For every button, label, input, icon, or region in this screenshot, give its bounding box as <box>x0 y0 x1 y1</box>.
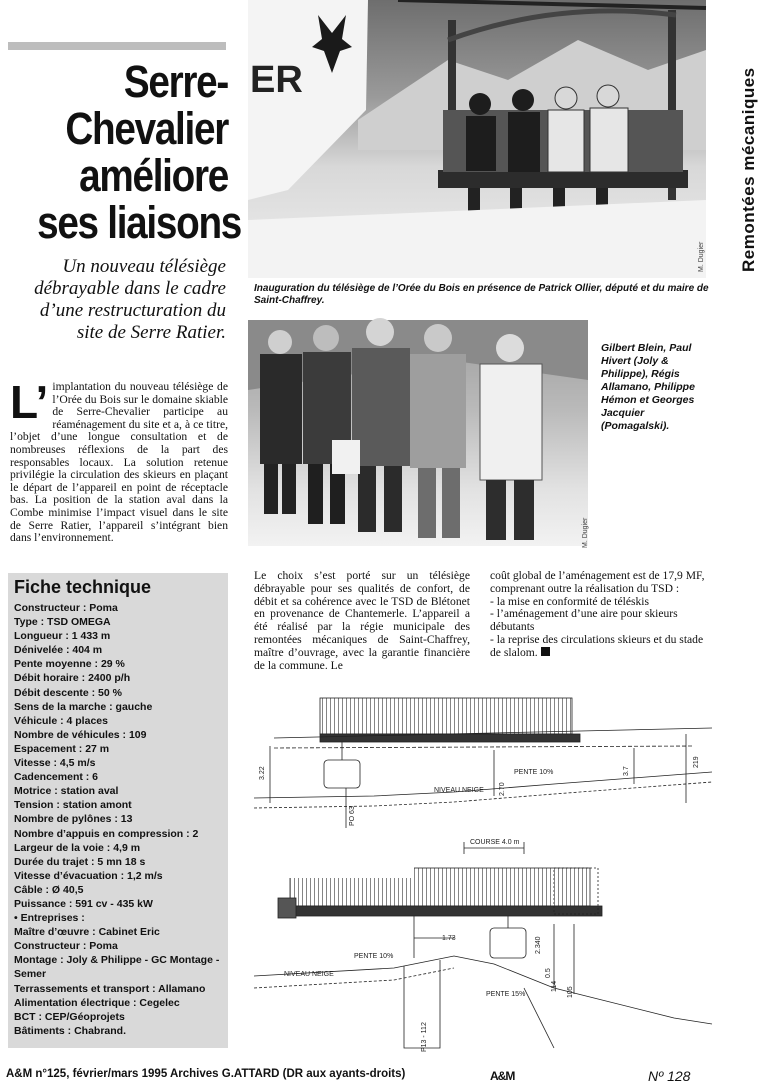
fiche-item: Constructeur : Poma <box>14 602 118 614</box>
slope-label: PENTE 10% <box>514 769 554 776</box>
fiche-technique-list <box>14 601 226 1038</box>
fiche-item: Dénivelée : 404 m <box>14 644 103 657</box>
title-rule <box>8 42 226 50</box>
dim-label: 2.70 <box>499 782 506 796</box>
end-mark <box>541 647 550 656</box>
slope-label: PENTE 15% <box>486 991 526 998</box>
dim-label: 114 <box>551 980 558 992</box>
slope-label: PENTE 10% <box>354 953 394 960</box>
fiche-item: Vitesse d’évacuation : 1,2 m/s <box>14 869 163 882</box>
fiche-item: Cadencement : 6 <box>14 771 99 784</box>
fiche-item: Durée du trajet : 5 mn 18 s <box>14 855 146 868</box>
fiche-item: Maître d’œuvre : Cabinet Eric <box>14 926 160 939</box>
fiche-item: Terrassements et transport : Allamano <box>14 982 206 995</box>
title-line-1: Serre- <box>123 56 228 107</box>
svg-text:ER: ER <box>250 59 303 101</box>
fiche-item: Bâtiments : Chabrand. <box>14 1024 127 1037</box>
fiche-item: Débit descente : 50 % <box>14 686 122 699</box>
technical-drawing-svg <box>254 688 712 1060</box>
fiche-item: Câble : Ø 40,5 <box>14 883 84 896</box>
photo-group-caption: Gilbert Blein, Paul Hivert (Joly & Philippe), Régis Allamano, Philippe Hémon et Georges Jacquier (Pomagalski). <box>601 342 695 432</box>
photo-inauguration-caption: Inauguration du télésiège de l’Orée du Bois en présence de Patrick Ollier, député et du maire de Saint-Chaffrey. <box>254 283 709 306</box>
technical-drawing <box>254 688 712 1060</box>
snow-level-label: NIVEAU NEIGE <box>434 787 484 794</box>
body-column-2 <box>490 570 710 660</box>
fiche-item: Vitesse : 4,5 m/s <box>14 757 96 770</box>
fiche-item: Nombre de pylônes : 13 <box>14 813 133 826</box>
fiche-item: Longueur : 1 433 m <box>14 630 111 643</box>
dim-label: 219 <box>693 756 700 768</box>
intro-text: implantation du nouveau télésiège de l’Orée du Bois sur le domaine skiable de Serre-Chevalier participe au réaménagement du site et a, à ce titre, l’objet d’une longue consultation et de nombreuses réflexions de la part des responsables locaux. La solution retenue privilégie la circulation des skieurs en plaçant le départ de l’appareil en point de réceptacle bas. La position de la station aval dans la Combe minimise l’impact visuel dans le site de Serre Ratier, l’appareil s’intégrant bien dans l’environnement. <box>10 380 228 545</box>
fiche-item: Pente moyenne : 29 % <box>14 658 125 671</box>
dim-label: 0.5 <box>545 968 552 978</box>
fiche-technique-title: Fiche technique <box>14 577 152 597</box>
article-title <box>37 56 242 248</box>
fiche-item: Puissance : 591 cv - 435 kW <box>14 897 153 910</box>
fiche-item: BCT : CEP/Géoprojets <box>14 1010 125 1023</box>
dim-label: 1.73 <box>442 935 456 942</box>
fiche-item: Nombre de véhicules : 109 <box>14 728 147 741</box>
fiche-item: Débit horaire : 2400 p/h <box>14 672 131 685</box>
title-line-4: ses liaisons <box>37 197 242 248</box>
photo-inauguration-credit: M. Dugier <box>698 241 705 272</box>
fiche-item: Constructeur : Poma <box>14 940 118 953</box>
dim-label: 3.7 <box>623 766 630 776</box>
dim-label: 2.340 <box>535 936 542 954</box>
fiche-item: Motrice : station aval <box>14 785 119 798</box>
body-line-text: - la reprise des circulations skieurs et du stade de slalom. <box>490 632 704 659</box>
section-label: Remontées mécaniques <box>739 67 758 272</box>
fiche-item: Largeur de la voie : 4,9 m <box>14 841 141 854</box>
fiche-item: Tension : station amont <box>14 799 132 812</box>
fiche-item: • Entreprises : <box>14 912 85 925</box>
footer-source: A&M n°125, février/mars 1995 Archives G.ATTARD (DR aux ayants-droits) <box>6 1068 406 1080</box>
photo-group <box>248 320 588 546</box>
footer-logo: A&M <box>490 1069 515 1083</box>
fiche-item: Alimentation électrique : Cegelec <box>14 996 180 1009</box>
body-line: - la mise en conformité de téléskis <box>490 594 650 608</box>
title-line-2: Chevalier <box>65 103 228 154</box>
page-number: Nº 128 <box>648 1068 691 1084</box>
photo-inauguration-illustration <box>248 0 706 278</box>
photo-group-credit: M. Dugier <box>582 517 589 548</box>
body-line: coût global de l’aménagement est de 17,9 MF, comprenant outre la réalisation du TSD : <box>490 569 705 595</box>
pylon-label: P13 - 112 <box>421 1022 428 1052</box>
fiche-item: Espacement : 27 m <box>14 742 110 755</box>
dim-label: 3.22 <box>259 766 266 780</box>
photo-inauguration <box>248 0 706 278</box>
travel-label: COURSE 4.0 m <box>470 839 520 846</box>
pylon-label: PO 63 <box>349 806 356 826</box>
fiche-item: Type : TSD OMEGA <box>14 616 111 629</box>
title-line-3: améliore <box>79 150 228 201</box>
body-line <box>490 634 710 660</box>
body-line: - l’aménagement d’une aire pour skieurs débutants <box>490 607 678 634</box>
fiche-item: Montage : Joly & Philippe - GC Montage - <box>14 954 220 967</box>
fiche-item: Nombre d’appuis en compression : 2 <box>14 827 199 840</box>
fiche-item: Véhicule : 4 places <box>14 714 108 727</box>
snow-level-label: NIVEAU NEIGE <box>284 971 334 978</box>
photo-group-illustration <box>248 320 588 546</box>
dim-label: 105 <box>567 986 574 998</box>
drop-cap: L’ <box>10 376 49 428</box>
fiche-item: Semer <box>14 968 47 981</box>
article-subtitle: Un nouveau télésiège débrayable dans le cadre d’une restructuration du site de Serre Ratier. <box>34 256 226 343</box>
fiche-item: Sens de la marche : gauche <box>14 700 153 713</box>
intro-paragraph <box>10 376 228 545</box>
body-column-1: Le choix s’est porté sur un télésiège débrayable pour ses qualités de confort, de débit et sa cohérence avec le TSD de Blétonet en provenance de Chantemerle. L’appareil a été réalisé par la régie municipale des remontées mécaniques de Saint-Chaffrey, maître d’ouvrage, avec la garantie financière de la commune. Le <box>254 569 470 672</box>
